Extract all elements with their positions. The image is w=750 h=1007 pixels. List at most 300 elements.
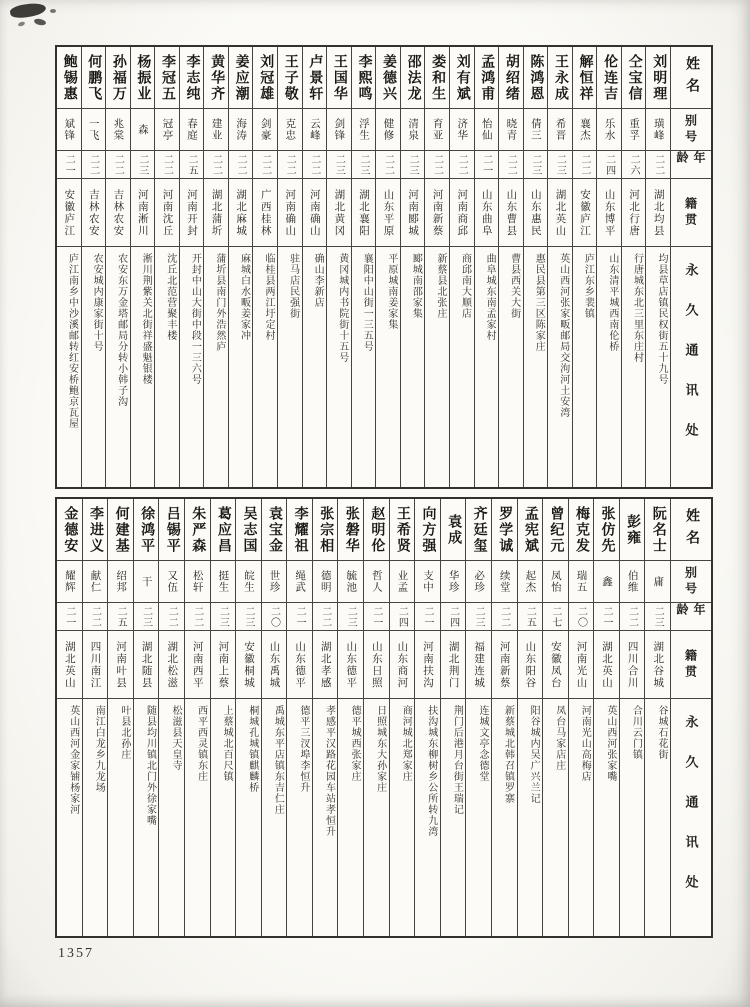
header-address-label: 永久通讯处 <box>683 263 699 463</box>
person-alias <box>466 561 491 603</box>
person-alias <box>57 561 82 603</box>
person-name-text: 胡绍绪 <box>503 53 519 102</box>
person-alias <box>499 109 523 151</box>
person-column <box>204 47 229 487</box>
person-native-text: 湖北随县 <box>140 640 152 689</box>
person-column <box>620 499 646 936</box>
person-native-text: 山东德平 <box>345 640 357 689</box>
person-native-text: 河北行唐 <box>628 188 640 237</box>
person-native-text: 湖北荆门 <box>447 640 459 689</box>
person-age <box>466 603 491 631</box>
person-name-text: 朱严森 <box>190 505 206 554</box>
person-alias-text: 支中 <box>422 570 433 593</box>
person-alias <box>646 109 670 151</box>
person-alias-text: 皖生 <box>242 570 254 593</box>
person-columns <box>57 499 671 936</box>
person-name <box>573 47 597 109</box>
person-column <box>594 499 620 936</box>
person-native-place <box>524 179 548 247</box>
person-native-text: 湖北谷城 <box>652 640 664 689</box>
person-name-text: 李耀祖 <box>292 505 308 554</box>
person-column <box>229 47 254 487</box>
person-alias-text: 清泉 <box>407 118 419 141</box>
person-column <box>352 47 377 487</box>
person-address: 行唐城东北三里东庄村 <box>631 253 643 363</box>
person-alias <box>594 561 619 603</box>
person-name-text: 陈鸿恩 <box>528 53 544 102</box>
person-name <box>155 47 179 109</box>
person-age <box>594 603 619 631</box>
scan-artifact <box>9 1 47 19</box>
person-alias <box>543 561 568 603</box>
person-native-text: 山东日照 <box>370 640 382 689</box>
person-age <box>441 603 466 631</box>
person-name-text: 王子敬 <box>282 53 298 102</box>
person-alias-text: 斌锋 <box>63 118 75 141</box>
person-name <box>253 47 277 109</box>
person-age-text: 二二 <box>161 153 173 176</box>
person-native-text: 河南确山 <box>284 188 296 237</box>
person-age-text: 二二 <box>191 605 203 628</box>
person-alias <box>229 109 253 151</box>
person-native-text: 河南扶沟 <box>422 640 433 689</box>
header-permanent-address <box>671 699 711 936</box>
header-age <box>671 151 711 179</box>
person-name-text: 李志纯 <box>184 53 200 102</box>
person-alias <box>475 109 499 151</box>
person-name <box>338 499 363 561</box>
person-native-text: 山东惠民 <box>529 188 541 237</box>
person-name <box>106 47 130 109</box>
person-column <box>622 47 647 487</box>
person-alias-text: 希晋 <box>554 118 566 141</box>
person-alias-text: 华珍 <box>447 570 459 593</box>
person-native-place <box>204 179 228 247</box>
person-age-text: 二一 <box>63 153 75 176</box>
person-alias <box>253 109 277 151</box>
person-name-text: 孙福万 <box>110 53 126 102</box>
person-native-place <box>338 631 363 699</box>
person-alias-text: 起杰 <box>524 570 536 593</box>
person-age <box>646 151 670 179</box>
person-column <box>450 47 475 487</box>
person-name <box>646 47 670 109</box>
person-age <box>352 151 376 179</box>
person-name <box>597 47 621 109</box>
person-alias <box>134 561 159 603</box>
person-alias <box>108 561 133 603</box>
person-age-text: 二二 <box>456 153 468 176</box>
person-column <box>159 499 185 936</box>
header-age-label: 年龄 <box>675 603 706 619</box>
person-native-place <box>155 179 179 247</box>
person-name-text: 罗学诚 <box>497 505 513 554</box>
person-native-place <box>441 631 466 699</box>
person-address: 叶县北孙庄 <box>118 705 130 760</box>
person-address: 河南光山高梅店 <box>579 705 591 782</box>
person-native-text: 四川南江 <box>89 640 101 689</box>
person-name-text: 王永成 <box>552 53 568 102</box>
person-age-text: 二一 <box>63 605 75 628</box>
person-alias <box>524 109 548 151</box>
person-name-text: 王国华 <box>331 53 347 102</box>
person-age-text: 二四 <box>603 153 615 176</box>
person-column <box>415 499 441 936</box>
person-native-place <box>594 631 619 699</box>
person-native-place <box>253 179 277 247</box>
person-column <box>236 499 262 936</box>
person-name <box>364 499 389 561</box>
person-native-text: 吉林农安 <box>112 188 124 237</box>
person-alias <box>620 561 645 603</box>
person-age-text: 二二 <box>626 605 638 628</box>
person-name-text: 刘有斌 <box>454 53 470 102</box>
person-alias-text: 剑锋 <box>333 118 345 141</box>
person-age <box>401 151 425 179</box>
person-name <box>134 499 159 561</box>
person-alias <box>338 561 363 603</box>
person-age <box>236 603 261 631</box>
person-address: 随县均川镇北门外徐家嘴 <box>144 705 156 826</box>
person-native-text: 河南光山 <box>575 640 587 689</box>
header-alias-label: 别号 <box>683 565 698 598</box>
person-name-text: 葛应昌 <box>215 505 231 554</box>
person-alias <box>159 561 184 603</box>
person-alias <box>180 109 204 151</box>
person-age-text: 二一 <box>370 605 382 628</box>
person-age <box>569 603 594 631</box>
person-address: 开封中山大街中段一三六号 <box>189 253 201 385</box>
person-name-text: 姜德兴 <box>381 53 397 102</box>
person-native-place <box>327 179 351 247</box>
person-name <box>211 499 236 561</box>
person-name <box>415 499 440 561</box>
person-name-text: 金德安 <box>62 505 78 554</box>
person-column <box>155 47 180 487</box>
person-name <box>229 47 253 109</box>
person-name-text: 伦连吉 <box>602 53 618 102</box>
person-column <box>425 47 450 487</box>
person-native-place <box>278 179 302 247</box>
scan-artifact <box>18 21 26 27</box>
person-alias <box>597 109 621 151</box>
person-name <box>352 47 376 109</box>
person-age-text: 二六 <box>628 153 640 176</box>
person-native-place <box>229 179 253 247</box>
person-address: 德平城西张家庄 <box>349 705 361 782</box>
person-native-place <box>543 631 568 699</box>
person-native-place <box>390 631 415 699</box>
person-alias <box>83 561 108 603</box>
person-age <box>253 151 277 179</box>
person-address: 合川云门镇 <box>630 705 642 760</box>
person-alias-text: 剑豪 <box>259 118 271 141</box>
person-name-text: 李冠五 <box>159 53 175 102</box>
person-native-text: 河南确山 <box>308 188 320 237</box>
person-address: 上蔡城北百尺镇 <box>221 705 233 782</box>
page-number: 1357 <box>58 946 94 961</box>
person-name <box>524 47 548 109</box>
person-age-text: 二一 <box>601 605 613 628</box>
person-name-text: 刘冠雄 <box>258 53 274 102</box>
header-native-label: 籍贯 <box>683 648 698 681</box>
person-native-text: 河南开封 <box>186 188 198 237</box>
person-native-text: 山东曲阜 <box>480 188 492 237</box>
person-column <box>573 47 598 487</box>
person-alias-text: 德明 <box>319 570 331 593</box>
person-column <box>492 499 518 936</box>
person-name-text: 姜应潮 <box>233 53 249 102</box>
person-alias-text: 冠亭 <box>161 118 173 141</box>
person-name-text: 张宗相 <box>318 505 334 554</box>
person-native-text: 安徽庐江 <box>63 188 75 237</box>
person-age <box>204 151 228 179</box>
header-name-label: 姓名 <box>684 55 699 100</box>
person-name <box>441 499 466 561</box>
person-name-text: 袁成 <box>446 513 462 546</box>
person-name <box>262 499 287 561</box>
person-age <box>180 151 204 179</box>
person-name <box>108 499 133 561</box>
person-column <box>180 47 205 487</box>
person-column <box>57 47 82 487</box>
person-name <box>376 47 400 109</box>
person-age <box>338 603 363 631</box>
person-age <box>376 151 400 179</box>
person-alias <box>441 561 466 603</box>
directory-table-bottom <box>55 497 713 938</box>
person-alias <box>278 109 302 151</box>
person-native-text: 福建连城 <box>473 640 485 689</box>
person-age <box>518 603 543 631</box>
person-address: 平原城南姜家集 <box>385 253 397 330</box>
person-age-text: 二五 <box>186 153 198 176</box>
person-age <box>573 151 597 179</box>
person-age-text: 二三 <box>554 153 566 176</box>
person-alias <box>622 109 646 151</box>
person-alias-text: 鑫 <box>601 575 613 588</box>
person-age-text: 二三 <box>407 153 419 176</box>
person-native-text: 河南叶县 <box>115 640 127 689</box>
person-alias <box>287 561 312 603</box>
person-native-place <box>185 631 210 699</box>
person-native-text: 广西桂林 <box>259 188 271 237</box>
person-native-text: 河南商邱 <box>456 188 468 237</box>
person-address: 农安城内康家街十号 <box>91 253 103 352</box>
person-alias <box>262 561 287 603</box>
person-column <box>646 47 671 487</box>
person-alias-text: 兆棠 <box>112 118 124 141</box>
person-alias-text: 续堂 <box>498 570 510 593</box>
person-name-text: 曾纪元 <box>548 505 564 554</box>
person-age <box>524 151 548 179</box>
header-alias-label: 别号 <box>683 113 698 146</box>
person-age-text: 二〇 <box>268 605 280 628</box>
person-age-text: 二七 <box>549 605 561 628</box>
person-alias-text: 献仁 <box>89 570 101 593</box>
person-name-text: 赵明伦 <box>369 505 385 554</box>
person-age <box>229 151 253 179</box>
person-age <box>134 603 159 631</box>
person-column <box>253 47 278 487</box>
person-address: 英山西河张家嘴 <box>604 705 616 782</box>
person-age <box>287 603 312 631</box>
person-column <box>57 499 83 936</box>
header-native-label: 籍贯 <box>683 196 698 229</box>
person-name <box>401 47 425 109</box>
directory-table-top <box>55 45 713 489</box>
person-age-text: 二三 <box>217 605 229 628</box>
person-native-text: 安徽庐江 <box>579 188 591 237</box>
person-age <box>548 151 572 179</box>
person-age-text: 二二 <box>112 153 124 176</box>
person-native-place <box>108 631 133 699</box>
person-name <box>450 47 474 109</box>
person-name-text: 何建基 <box>113 505 129 554</box>
person-address: 连城文亭念德堂 <box>476 705 488 782</box>
person-name-text: 刘明理 <box>651 53 667 102</box>
person-alias-text: 育亚 <box>431 118 443 141</box>
person-name <box>390 499 415 561</box>
person-alias-text: 云峰 <box>308 118 320 141</box>
person-name-text: 娄和生 <box>430 53 446 102</box>
person-age-text: 二五 <box>115 605 127 628</box>
person-address: 南江白龙乡九龙场 <box>93 705 105 793</box>
person-name <box>204 47 228 109</box>
person-address: 桐城孔城镇麒麟桥 <box>246 705 258 793</box>
person-age-text: 二二 <box>579 153 591 176</box>
person-address: 确山李新店 <box>312 253 324 308</box>
person-column <box>597 47 622 487</box>
person-age-text: 二二 <box>210 153 222 176</box>
person-age-text: 二五 <box>524 605 536 628</box>
person-address: 山东清平城西南伦桥 <box>606 253 618 352</box>
person-native-text: 河南新蔡 <box>431 188 443 237</box>
person-age <box>543 603 568 631</box>
person-age <box>155 151 179 179</box>
person-native-place <box>620 631 645 699</box>
person-native-text: 河南沈丘 <box>161 188 173 237</box>
person-column <box>83 499 109 936</box>
person-native-text: 湖北蒲圻 <box>210 188 222 237</box>
person-age <box>108 603 133 631</box>
person-name <box>620 499 645 561</box>
person-age <box>57 151 81 179</box>
person-name-text: 卢景轩 <box>307 53 323 102</box>
person-column <box>364 499 390 936</box>
person-name-text: 梅克发 <box>573 505 589 554</box>
person-native-place <box>313 631 338 699</box>
person-name-text: 仝宝信 <box>626 53 642 102</box>
person-column <box>524 47 549 487</box>
person-name <box>236 499 261 561</box>
person-address: 淅川荆紫关北街祥盛魁银楼 <box>140 253 152 385</box>
person-address: 庐江东乡裴镇 <box>582 253 594 319</box>
person-alias-text: 重孚 <box>628 118 640 141</box>
person-alias <box>303 109 327 151</box>
person-native-place <box>106 179 130 247</box>
person-alias-text: 又伍 <box>166 570 178 593</box>
person-native-text: 吉林农安 <box>87 188 99 237</box>
header-alias <box>671 561 711 603</box>
person-native-place <box>646 179 670 247</box>
person-age <box>131 151 155 179</box>
person-name <box>159 499 184 561</box>
person-native-text: 湖北英山 <box>601 640 613 689</box>
person-alias <box>492 561 517 603</box>
person-address: 黄冈城内书院街十五号 <box>336 253 348 363</box>
person-alias-text: 春庭 <box>186 118 198 141</box>
person-native-place <box>645 631 670 699</box>
person-native-place <box>236 631 261 699</box>
person-name <box>83 499 108 561</box>
person-age-text: 二三 <box>357 153 369 176</box>
person-age-text: 二二 <box>308 153 320 176</box>
person-alias-text: 怡仙 <box>480 118 492 141</box>
person-column <box>466 499 492 936</box>
person-column <box>390 499 416 936</box>
person-column <box>338 499 364 936</box>
person-age <box>364 603 389 631</box>
header-name <box>671 47 711 109</box>
person-name-text: 解恒祥 <box>577 53 593 102</box>
person-column <box>518 499 544 936</box>
person-age-text: 二三 <box>529 153 541 176</box>
person-age-text: 二三 <box>136 153 148 176</box>
person-column <box>287 499 313 936</box>
person-native-text: 山东商河 <box>396 640 408 689</box>
person-alias <box>327 109 351 151</box>
person-alias <box>518 561 543 603</box>
person-alias <box>569 561 594 603</box>
person-address: 麻城白水畈姜家冲 <box>238 253 250 341</box>
person-native-text: 山东博平 <box>603 188 615 237</box>
person-native-text: 安徽桐城 <box>242 640 254 689</box>
person-age <box>620 603 645 631</box>
person-name-text: 徐鸿平 <box>139 505 155 554</box>
person-alias-text: 耀辉 <box>63 570 75 593</box>
person-alias-text: 乐水 <box>603 118 615 141</box>
person-address: 西平西灵镇东庄 <box>195 705 207 782</box>
person-age-text: 二二 <box>382 153 394 176</box>
person-alias-text: 襄杰 <box>579 118 591 141</box>
person-native-place <box>573 179 597 247</box>
person-name <box>543 499 568 561</box>
person-alias <box>390 561 415 603</box>
person-native-place <box>159 631 184 699</box>
person-alias <box>352 109 376 151</box>
person-name <box>499 47 523 109</box>
person-address: 商河城北郑家庄 <box>400 705 412 782</box>
person-age-text: 二二 <box>89 605 101 628</box>
person-alias <box>313 561 338 603</box>
person-address: 新蔡城北韩召镇罗寨 <box>502 705 514 804</box>
person-age-text: 二二 <box>259 153 271 176</box>
person-native-text: 安徽凤台 <box>549 640 561 689</box>
person-native-text: 湖北英山 <box>554 188 566 237</box>
person-alias-text: 必珍 <box>473 570 485 593</box>
person-alias-text: 浮生 <box>357 118 369 141</box>
person-native-place <box>499 179 523 247</box>
person-alias-text: 绍邦 <box>115 570 127 593</box>
person-age-text: 二三 <box>652 605 664 628</box>
person-native-place <box>180 179 204 247</box>
person-alias <box>573 109 597 151</box>
person-address: 商邱南大顺店 <box>459 253 471 319</box>
person-address: 蒲圻县南门外浩然庐 <box>213 253 225 352</box>
person-native-place <box>425 179 449 247</box>
person-name-text: 孟鸿甫 <box>479 53 495 102</box>
